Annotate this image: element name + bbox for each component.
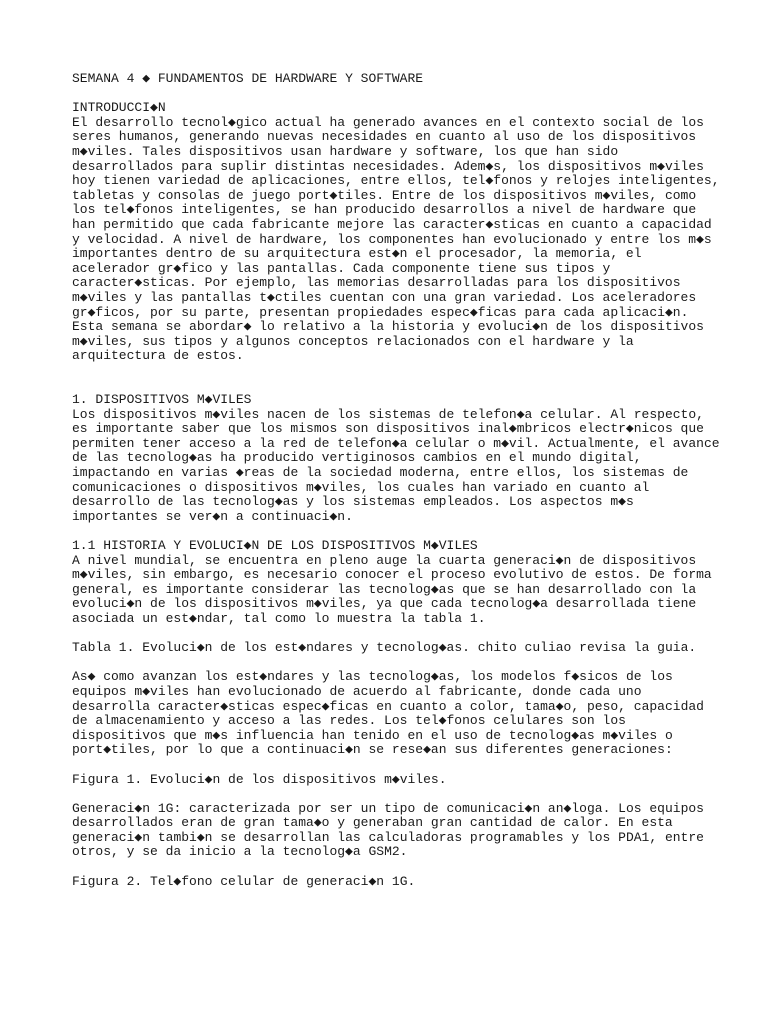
- section-1-1-heading: 1.1 HISTORIA Y EVOLUCI◆N DE LOS DISPOSITIVOS M◆VILES: [72, 538, 478, 553]
- section-1-paragraph: Los dispositivos m◆viles nacen de los sistemas de telefon◆a celular. Al respecto, es importante saber que los mismos son dispositivos inal◆mbricos electr◆nicos que permiten tener acceso a la red de telefon◆a celular o m◆vil. Actualmente, el avance de las tecnolog◆as ha producido vertiginosos cambios en el mundo digital, impactando en varias ◆reas de la sociedad moderna, entre ellos, los sistemas de comunicaciones o dispositivos m◆viles, los cuales han variado en cuanto al desarrollo de las tecnolog◆as y los sistemas empleados. Los aspectos m◆s importantes se ver◆n a continuaci◆n.: [72, 406, 720, 524]
- paragraph-generation-1g: Generaci◆n 1G: caracterizada por ser un tipo de comunicaci◆n an◆loga. Los equipos desarrollados eran de gran tama◆o y generaban gran cantidad de calor. En esta generaci◆n tambi◆n se desarrollan las calculadoras programables y los PDA1, entre otros, y se da inicio a la tecnolog◆a GSM2.: [72, 800, 704, 860]
- section-1-1-paragraph: A nivel mundial, se encuentra en pleno auge la cuarta generaci◆n de dispositivos m◆viles, sin embargo, es necesario conocer el proceso evolutivo de estos. De forma general, es importante considerar las tecnolog◆as que se han desarrollado con la evoluci◆n de los dispositivos m◆viles, ya que cada tecnolog◆a desarrollada tiene asociada un est◆ndar, tal como lo muestra la tabla 1.: [72, 552, 712, 626]
- figure-1-caption: Figura 1. Evoluci◆n de los dispositivos m◆viles.: [72, 771, 447, 787]
- document-title: SEMANA 4 ◆ FUNDAMENTOS DE HARDWARE Y SOFTWARE: [72, 71, 424, 86]
- intro-heading: INTRODUCCI◆N: [72, 100, 166, 116]
- paragraph-asi: As◆ como avanzan los est◆ndares y las tecnolog◆as, los modelos f◆sicos de los equipos m◆viles han evolucionado de acuerdo al fabricante, donde cada uno desarrolla caracter◆sticas espec◆ficas en cuanto a color, tama◆o, peso, capacidad de almacenamiento y acceso a las redes. Los tel◆fonos celulares son los dispositivos que m◆s influencia han tenido en el uso de tecnolog◆as m◆viles o port◆tiles, por lo que a continuaci◆n se rese◆an sus diferentes generaciones:: [72, 669, 704, 758]
- section-1-heading: 1. DISPOSITIVOS M◆VILES: [72, 392, 252, 408]
- intro-paragraph: El desarrollo tecnol◆gico actual ha generado avances en el contexto social de los seres humanos, generando nuevas necesidades en cuanto al uso de los dispositivos m◆viles. Tales dispositivos usan hardware y software, los que han sido desarrollados para suplir distintas necesidades. Adem◆s, los dispositivos m◆viles hoy tienen variedad de aplicaciones, entre ellos, tel◆fonos y relojes inteligentes, tabletas y consolas de juego port◆tiles. Entre de los dispositivos m◆viles, como los tel◆fonos inteligentes, se han producido desarrollos a nivel de hardware que han permitido que cada fabricante mejore las caracter◆sticas en cuanto a capacidad y velocidad. A nivel de hardware, los componentes han evolucionado y entre los m◆s importantes dentro de su arquitectura est◆n el procesador, la memoria, el acelerador gr◆fico y las pantallas. Cada componente tiene sus tipos y caracter◆sticas. Por ejemplo, las memorias desarrolladas para los dispositivos m◆viles y las pantallas t◆ctiles cuentan con una gran variedad. Los aceleradores gr◆ficos, por su parte, presentan propiedades espec◆ficas para cada aplicaci◆n. Esta semana se abordar◆ lo relativo a la historia y evoluci◆n de los dispositivos m◆viles, sus tipos y algunos conceptos relacionados con el hardware y la arquitectura de estos.: [72, 114, 720, 364]
- figure-2-caption: Figura 2. Tel◆fono celular de generaci◆n 1G.: [72, 873, 416, 889]
- document-page: [72, 72, 732, 889]
- table-1-caption: Tabla 1. Evoluci◆n de los est◆ndares y tecnolog◆as. chito culiao revisa la guia.: [72, 640, 697, 656]
